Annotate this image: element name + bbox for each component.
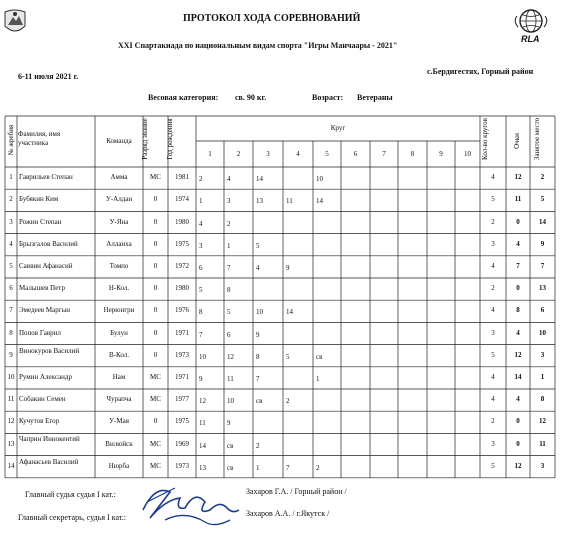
row-rounds-count: 3 (491, 239, 495, 248)
row-name: Брызгалов Василий (19, 239, 78, 248)
header-round-10: 10 (464, 150, 471, 158)
row-points: 4 (516, 328, 520, 337)
row-name: Малышев Петр (19, 284, 65, 293)
row-round-2: 6 (227, 330, 231, 339)
row-round-2: св (227, 441, 234, 450)
header-round-2: 2 (236, 150, 241, 158)
row-name: Саввин Афанасий (19, 261, 73, 270)
row-round-2: 4 (227, 175, 231, 184)
row-points: 11 (514, 195, 522, 204)
row-round-2: 8 (227, 286, 231, 295)
header-round-6: 6 (353, 150, 358, 158)
row-round-2: 3 (227, 197, 231, 206)
signature-mark (135, 480, 245, 535)
row-round-4: 2 (286, 397, 290, 406)
row-name: Попов Гаврил (19, 328, 61, 337)
row-team: Томпо (109, 261, 129, 270)
competition-date: 6-11 июля 2021 г. (18, 72, 79, 81)
row-num: 1 (9, 173, 13, 182)
row-num: 5 (9, 261, 13, 270)
row-round-5: 1 (316, 374, 320, 383)
row-round-2: 11 (227, 374, 234, 383)
header-num: № жребия (7, 124, 15, 156)
header-rounds-count: Кол-во кругов (481, 118, 489, 160)
row-rank: 0 (153, 284, 158, 293)
row-round-1: 5 (199, 286, 203, 295)
secretary-name: Захаров А.А. / г.Якутск / (246, 509, 330, 518)
row-team: У-Мая (109, 417, 129, 426)
row-round-1: 6 (199, 263, 203, 272)
row-rounds-count: 3 (491, 439, 495, 448)
header-rank: Разряд звание (141, 118, 149, 160)
row-team: Амма (110, 173, 128, 182)
row-round-3: 2 (256, 441, 260, 450)
row-place: 11 (539, 439, 546, 448)
row-rank: МС (150, 439, 161, 448)
row-rank: МС (150, 461, 161, 470)
header-round-8: 8 (410, 150, 415, 158)
row-team: У-Алдан (105, 195, 133, 204)
row-team: У-Яна (109, 217, 129, 226)
row-points: 12 (514, 461, 522, 470)
row-name: Гаврильев Степан (19, 173, 73, 182)
row-round-3: 13 (256, 197, 263, 206)
row-place: 12 (539, 417, 546, 426)
header-name: Фамилия, имя участника (18, 130, 61, 147)
row-num: 8 (9, 328, 13, 337)
competition-location: с.Бердигестях, Горный район (427, 67, 534, 76)
row-points: 7 (516, 261, 520, 270)
row-round-4: 5 (286, 352, 290, 361)
row-rounds-count: 4 (491, 261, 495, 270)
row-year: 1980 (175, 284, 189, 293)
row-name: Румин Александр (19, 372, 72, 381)
row-name: Чаприн Иннокентий (19, 435, 80, 444)
header-team: Команда (106, 137, 132, 145)
row-points: 12 (514, 350, 522, 359)
row-rounds-count: 5 (491, 350, 495, 359)
row-rank: МС (150, 173, 161, 182)
row-round-1: 4 (199, 219, 203, 228)
row-team: Аллаиха (106, 239, 132, 248)
row-place: 14 (539, 217, 546, 226)
header-round: Круг (330, 124, 346, 132)
row-points: 4 (516, 395, 520, 404)
row-round-2: св (227, 463, 234, 472)
row-team: Булун (110, 328, 128, 337)
row-rank: 0 (153, 306, 158, 315)
row-name: Винокуров Василий (19, 346, 80, 355)
weight-label: Весовая категория: (148, 93, 219, 102)
row-round-1: 7 (199, 330, 203, 339)
secretary-label: Главный секретарь, судья I кат.: (18, 513, 126, 522)
row-num: 11 (7, 395, 15, 404)
row-team: Нерюнгри (103, 306, 135, 315)
row-round-1: 12 (199, 397, 206, 406)
row-place: 9 (540, 239, 545, 248)
age-label: Возраст: (312, 93, 344, 102)
row-round-3: 10 (256, 308, 263, 317)
row-name: Собакин Семен (19, 395, 66, 404)
row-place: 1 (540, 372, 545, 381)
row-rank: 0 (153, 195, 158, 204)
row-num: 14 (7, 461, 15, 470)
row-rank: 0 (153, 328, 158, 337)
row-name: Рожин Степан (19, 217, 62, 226)
row-rank: МС (150, 395, 161, 404)
header-round-1: 1 (208, 150, 212, 158)
row-name: Афанасьев Василий (19, 457, 79, 466)
row-year: 1977 (175, 395, 189, 404)
row-round-1: 3 (199, 241, 203, 250)
row-place: 13 (539, 284, 546, 293)
header-place: Занятое место (533, 117, 541, 161)
row-name: Эмедеев Маргын (19, 306, 71, 315)
judge-name: Захаров Г.А. / Горный район / (246, 487, 347, 496)
row-round-1: 11 (199, 419, 206, 428)
row-place: 7 (540, 261, 545, 270)
row-rank: 0 (153, 261, 158, 270)
row-year: 1976 (175, 306, 189, 315)
row-num: 10 (7, 372, 15, 381)
row-round-1: 1 (199, 197, 203, 206)
row-rounds-count: 4 (491, 173, 495, 182)
header-round-9: 9 (439, 150, 443, 158)
rla-logo-text: RLA (521, 34, 540, 44)
row-round-1: 8 (199, 308, 203, 317)
row-num: 12 (7, 417, 15, 426)
row-year: 1975 (175, 417, 189, 426)
weight-value: св. 90 кг. (235, 93, 267, 102)
row-round-2: 1 (227, 241, 231, 250)
row-year: 1971 (175, 328, 189, 337)
row-round-3: 1 (256, 463, 260, 472)
row-team: Чурапча (106, 395, 132, 404)
row-year: 1973 (175, 350, 189, 359)
row-year: 1981 (175, 173, 189, 182)
row-round-4: 11 (286, 197, 293, 206)
header-round-3: 3 (266, 150, 270, 158)
row-rounds-count: 3 (491, 328, 495, 337)
row-points: 0 (516, 417, 520, 426)
row-rank: 0 (153, 217, 158, 226)
row-round-1: 13 (199, 463, 206, 472)
header-round-7: 7 (382, 150, 386, 158)
row-round-3: 7 (256, 374, 260, 383)
row-num: 4 (9, 239, 13, 248)
row-year: 1969 (175, 439, 189, 448)
row-place: 8 (540, 395, 545, 404)
row-round-5: 2 (316, 463, 320, 472)
row-year: 1971 (175, 372, 189, 381)
row-round-5: св (316, 352, 323, 361)
row-place: 3 (540, 461, 545, 470)
row-rank: МС (150, 372, 161, 381)
row-name: Бубякин Ким (19, 195, 59, 204)
row-rounds-count: 4 (491, 395, 495, 404)
row-round-1: 10 (199, 352, 206, 361)
row-num: 9 (9, 350, 13, 359)
row-round-5: 10 (316, 175, 323, 184)
row-points: 4 (516, 239, 520, 248)
row-round-1: 2 (199, 175, 203, 184)
row-rounds-count: 2 (491, 417, 495, 426)
row-num: 3 (9, 217, 13, 226)
row-round-2: 7 (227, 263, 231, 272)
row-rounds-count: 4 (491, 372, 495, 381)
row-year: 1975 (175, 239, 189, 248)
row-rounds-count: 2 (491, 284, 495, 293)
row-round-3: 14 (256, 175, 263, 184)
row-num: 2 (9, 195, 13, 204)
row-team: Н-Кол. (108, 284, 130, 293)
row-num: 7 (9, 306, 13, 315)
row-points: 12 (514, 173, 522, 182)
row-round-2: 2 (227, 219, 231, 228)
row-round-1: 14 (199, 441, 206, 450)
row-num: 13 (7, 439, 15, 448)
row-round-4: 14 (286, 308, 293, 317)
row-year: 1980 (175, 217, 189, 226)
row-num: 6 (9, 284, 13, 293)
row-round-3: 8 (256, 352, 260, 361)
row-rounds-count: 5 (491, 195, 495, 204)
page-title: ПРОТОКОЛ ХОДА СОРЕВНОВАНИЙ (183, 13, 361, 24)
row-team: В-Кол. (109, 350, 129, 359)
row-place: 6 (540, 306, 545, 315)
row-points: 0 (516, 284, 520, 293)
row-place: 2 (540, 173, 545, 182)
row-team: Вилюйск (105, 439, 133, 448)
row-points: 0 (516, 217, 520, 226)
row-rounds-count: 4 (491, 306, 495, 315)
row-round-3: 9 (256, 330, 260, 339)
row-round-2: 9 (227, 419, 231, 428)
page-subtitle: XXI Спартакиада по национальным видам спорта "Игры Манчаары - 2021" (118, 41, 398, 50)
row-team: Нюрба (108, 461, 130, 470)
header-round-5: 5 (325, 150, 329, 158)
row-round-2: 5 (227, 308, 231, 317)
row-round-4: 9 (286, 263, 290, 272)
header-points: Очки (513, 133, 521, 149)
row-place: 10 (539, 328, 546, 337)
row-rank: 0 (153, 239, 158, 248)
row-rounds-count: 5 (491, 461, 495, 470)
row-round-5: 14 (316, 197, 323, 206)
row-round-3: св (256, 397, 263, 406)
row-points: 8 (516, 306, 520, 315)
row-round-3: 5 (256, 241, 260, 250)
row-rank: 0 (153, 350, 158, 359)
row-year: 1973 (175, 461, 189, 470)
age-value: Ветераны (357, 93, 393, 102)
row-points: 14 (514, 372, 522, 381)
row-place: 3 (540, 350, 545, 359)
row-name: Кучутов Егор (19, 417, 60, 426)
row-rank: 0 (153, 417, 158, 426)
row-rounds-count: 2 (491, 217, 495, 226)
row-round-2: 12 (227, 352, 234, 361)
row-round-4: 7 (286, 463, 290, 472)
row-round-2: 10 (227, 397, 234, 406)
row-points: 0 (516, 439, 520, 448)
judge-label: Главный судья судья I кат.: (25, 490, 116, 499)
row-round-3: 4 (256, 263, 260, 272)
row-year: 1972 (175, 261, 189, 270)
row-team: Нам (112, 372, 126, 381)
row-place: 5 (540, 195, 545, 204)
row-round-1: 9 (199, 374, 203, 383)
header-year: Год рождения (166, 118, 174, 160)
row-year: 1974 (175, 195, 189, 204)
header-round-4: 4 (296, 150, 300, 158)
